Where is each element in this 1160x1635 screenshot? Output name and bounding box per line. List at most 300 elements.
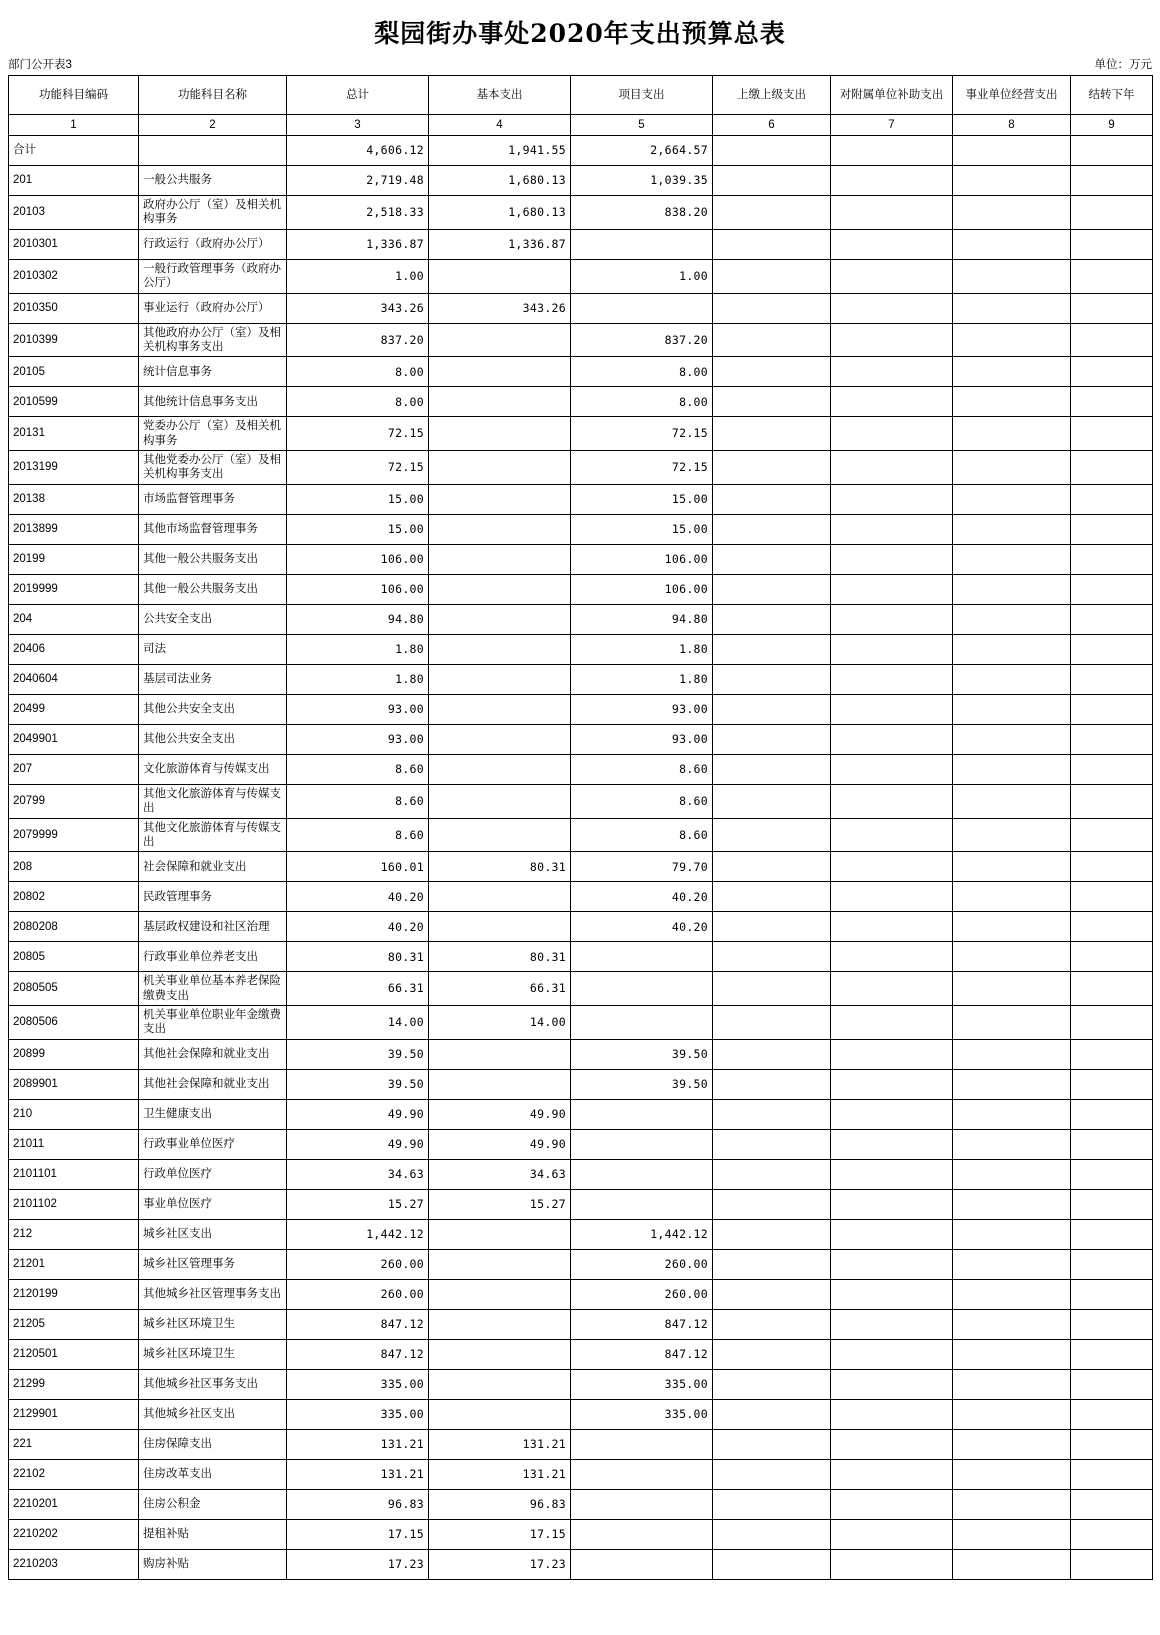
cell-upper-level-expenditure — [713, 1159, 831, 1189]
cell-function-code: 20199 — [9, 544, 139, 574]
table-row — [9, 1339, 1153, 1369]
cell-operating-expenditure — [953, 166, 1071, 196]
cell-operating-expenditure — [953, 1219, 1071, 1249]
cell-subsidiary-subsidy — [831, 1279, 953, 1309]
cell-upper-level-expenditure — [713, 451, 831, 485]
cell-function-name: 基层司法业务 — [139, 664, 287, 694]
table-row — [9, 1099, 1153, 1129]
cell-subsidiary-subsidy — [831, 882, 953, 912]
cell-upper-level-expenditure — [713, 724, 831, 754]
cell-project-expenditure: 1.00 — [571, 259, 713, 293]
cell-carryover — [1071, 1339, 1153, 1369]
cell-total: 40.20 — [287, 912, 429, 942]
cell-upper-level-expenditure — [713, 912, 831, 942]
cell-subsidiary-subsidy — [831, 1006, 953, 1040]
table-row — [9, 634, 1153, 664]
unit-label: 单位：万元 — [1094, 59, 1152, 71]
cell-basic-expenditure — [429, 724, 571, 754]
cell-subsidiary-subsidy — [831, 1069, 953, 1099]
cell-function-name: 其他城乡社区管理事务支出 — [139, 1279, 287, 1309]
table-row — [9, 1189, 1153, 1219]
cell-function-code: 20406 — [9, 634, 139, 664]
cell-carryover — [1071, 574, 1153, 604]
cell-basic-expenditure — [429, 1399, 571, 1429]
cell-carryover — [1071, 293, 1153, 323]
cell-function-name: 城乡社区支出 — [139, 1219, 287, 1249]
cell-project-expenditure: 1.80 — [571, 664, 713, 694]
table-row — [9, 1159, 1153, 1189]
table-row — [9, 323, 1153, 357]
table-row — [9, 818, 1153, 852]
table-row — [9, 882, 1153, 912]
cell-upper-level-expenditure — [713, 1309, 831, 1339]
cell-total: 343.26 — [287, 293, 429, 323]
cell-subsidiary-subsidy — [831, 1369, 953, 1399]
cell-carryover — [1071, 451, 1153, 485]
cell-operating-expenditure — [953, 196, 1071, 230]
cell-total: 1.80 — [287, 664, 429, 694]
cell-operating-expenditure — [953, 1549, 1071, 1579]
cell-upper-level-expenditure — [713, 694, 831, 724]
cell-carryover — [1071, 1399, 1153, 1429]
cell-operating-expenditure — [953, 694, 1071, 724]
cell-function-code: 2129901 — [9, 1399, 139, 1429]
cell-function-code: 20799 — [9, 784, 139, 818]
cell-function-code: 20499 — [9, 694, 139, 724]
cell-project-expenditure — [571, 1006, 713, 1040]
cell-function-code: 2010599 — [9, 387, 139, 417]
cell-function-code: 2089901 — [9, 1069, 139, 1099]
table-row — [9, 417, 1153, 451]
cell-upper-level-expenditure — [713, 1219, 831, 1249]
cell-project-expenditure: 847.12 — [571, 1309, 713, 1339]
cell-subsidiary-subsidy — [831, 259, 953, 293]
cell-function-name: 其他文化旅游体育与传媒支出 — [139, 818, 287, 852]
cell-total: 39.50 — [287, 1039, 429, 1069]
cell-carryover — [1071, 664, 1153, 694]
cell-project-expenditure: 8.00 — [571, 357, 713, 387]
table-row — [9, 1006, 1153, 1040]
column-number-row — [9, 115, 1153, 136]
cell-function-code: 2101102 — [9, 1189, 139, 1219]
cell-carryover — [1071, 166, 1153, 196]
cell-project-expenditure: 15.00 — [571, 484, 713, 514]
column-number: 3 — [287, 115, 429, 136]
cell-basic-expenditure: 14.00 — [429, 1006, 571, 1040]
cell-project-expenditure: 72.15 — [571, 451, 713, 485]
cell-upper-level-expenditure — [713, 293, 831, 323]
cell-basic-expenditure — [429, 544, 571, 574]
cell-total: 15.00 — [287, 484, 429, 514]
cell-project-expenditure: 39.50 — [571, 1069, 713, 1099]
cell-subsidiary-subsidy — [831, 1399, 953, 1429]
cell-operating-expenditure — [953, 1039, 1071, 1069]
cell-total: 1,336.87 — [287, 229, 429, 259]
cell-basic-expenditure — [429, 784, 571, 818]
column-number: 2 — [139, 115, 287, 136]
cell-operating-expenditure — [953, 1249, 1071, 1279]
cell-upper-level-expenditure — [713, 942, 831, 972]
table-row — [9, 574, 1153, 604]
cell-upper-level-expenditure — [713, 1129, 831, 1159]
column-header-upper-level-expenditure: 上缴上级支出 — [713, 76, 831, 115]
cell-operating-expenditure — [953, 1339, 1071, 1369]
cell-project-expenditure: 837.20 — [571, 323, 713, 357]
expenditure-budget-table — [8, 75, 1153, 1580]
cell-upper-level-expenditure — [713, 574, 831, 604]
cell-function-code: 2010301 — [9, 229, 139, 259]
cell-upper-level-expenditure — [713, 1519, 831, 1549]
cell-carryover — [1071, 484, 1153, 514]
cell-carryover — [1071, 912, 1153, 942]
cell-function-code: 20899 — [9, 1039, 139, 1069]
table-row — [9, 1399, 1153, 1429]
cell-function-name: 基层政权建设和社区治理 — [139, 912, 287, 942]
cell-basic-expenditure — [429, 357, 571, 387]
cell-subsidiary-subsidy — [831, 166, 953, 196]
cell-carryover — [1071, 323, 1153, 357]
cell-subsidiary-subsidy — [831, 514, 953, 544]
cell-function-name: 公共安全支出 — [139, 604, 287, 634]
cell-function-name: 其他城乡社区支出 — [139, 1399, 287, 1429]
cell-total: 15.00 — [287, 514, 429, 544]
cell-operating-expenditure — [953, 574, 1071, 604]
cell-upper-level-expenditure — [713, 1099, 831, 1129]
cell-total: 8.60 — [287, 754, 429, 784]
cell-project-expenditure: 1,039.35 — [571, 166, 713, 196]
cell-total: 94.80 — [287, 604, 429, 634]
cell-carryover — [1071, 1429, 1153, 1459]
cell-subsidiary-subsidy — [831, 1429, 953, 1459]
cell-project-expenditure — [571, 293, 713, 323]
cell-carryover — [1071, 1219, 1153, 1249]
table-row — [9, 1309, 1153, 1339]
cell-function-code: 合计 — [9, 136, 139, 166]
cell-function-code: 210 — [9, 1099, 139, 1129]
cell-project-expenditure: 8.60 — [571, 784, 713, 818]
cell-function-name: 其他公共安全支出 — [139, 724, 287, 754]
cell-operating-expenditure — [953, 451, 1071, 485]
cell-basic-expenditure — [429, 514, 571, 544]
cell-carryover — [1071, 972, 1153, 1006]
cell-function-name: 事业运行（政府办公厅） — [139, 293, 287, 323]
cell-subsidiary-subsidy — [831, 754, 953, 784]
cell-function-name: 一般行政管理事务（政府办公厅） — [139, 259, 287, 293]
cell-function-name: 住房保障支出 — [139, 1429, 287, 1459]
cell-upper-level-expenditure — [713, 323, 831, 357]
cell-subsidiary-subsidy — [831, 293, 953, 323]
cell-function-code: 20103 — [9, 196, 139, 230]
cell-carryover — [1071, 1549, 1153, 1579]
cell-function-code: 2120199 — [9, 1279, 139, 1309]
cell-project-expenditure — [571, 1159, 713, 1189]
cell-total: 1,442.12 — [287, 1219, 429, 1249]
cell-upper-level-expenditure — [713, 1189, 831, 1219]
cell-project-expenditure: 72.15 — [571, 417, 713, 451]
cell-project-expenditure: 8.60 — [571, 754, 713, 784]
cell-function-name: 其他公共安全支出 — [139, 694, 287, 724]
cell-upper-level-expenditure — [713, 664, 831, 694]
cell-total: 335.00 — [287, 1399, 429, 1429]
cell-function-name: 其他党委办公厅（室）及相关机构事务支出 — [139, 451, 287, 485]
cell-operating-expenditure — [953, 882, 1071, 912]
cell-basic-expenditure — [429, 818, 571, 852]
cell-function-code: 208 — [9, 852, 139, 882]
cell-project-expenditure: 40.20 — [571, 912, 713, 942]
table-row — [9, 136, 1153, 166]
cell-function-code: 221 — [9, 1429, 139, 1459]
cell-upper-level-expenditure — [713, 1429, 831, 1459]
cell-operating-expenditure — [953, 323, 1071, 357]
cell-function-code: 2013199 — [9, 451, 139, 485]
cell-basic-expenditure: 131.21 — [429, 1459, 571, 1489]
cell-project-expenditure: 106.00 — [571, 544, 713, 574]
cell-function-code: 2120501 — [9, 1339, 139, 1369]
cell-carryover — [1071, 634, 1153, 664]
cell-operating-expenditure — [953, 818, 1071, 852]
document-meta — [8, 56, 1152, 75]
cell-function-name: 其他一般公共服务支出 — [139, 574, 287, 604]
cell-operating-expenditure — [953, 136, 1071, 166]
cell-total: 8.60 — [287, 818, 429, 852]
cell-basic-expenditure: 96.83 — [429, 1489, 571, 1519]
cell-total: 34.63 — [287, 1159, 429, 1189]
cell-operating-expenditure — [953, 484, 1071, 514]
cell-total: 847.12 — [287, 1339, 429, 1369]
cell-function-name: 行政事业单位养老支出 — [139, 942, 287, 972]
cell-function-code: 2019999 — [9, 574, 139, 604]
cell-total: 106.00 — [287, 544, 429, 574]
cell-subsidiary-subsidy — [831, 1159, 953, 1189]
cell-upper-level-expenditure — [713, 1249, 831, 1279]
table-row — [9, 1249, 1153, 1279]
cell-function-code: 207 — [9, 754, 139, 784]
cell-subsidiary-subsidy — [831, 1549, 953, 1579]
cell-function-code: 21205 — [9, 1309, 139, 1339]
column-header-name: 功能科目名称 — [139, 76, 287, 115]
table-row — [9, 196, 1153, 230]
cell-basic-expenditure — [429, 259, 571, 293]
cell-upper-level-expenditure — [713, 136, 831, 166]
cell-total: 2,719.48 — [287, 166, 429, 196]
cell-operating-expenditure — [953, 1399, 1071, 1429]
cell-project-expenditure: 93.00 — [571, 694, 713, 724]
cell-carryover — [1071, 1189, 1153, 1219]
table-row — [9, 514, 1153, 544]
cell-project-expenditure: 838.20 — [571, 196, 713, 230]
cell-total: 15.27 — [287, 1189, 429, 1219]
cell-project-expenditure: 15.00 — [571, 514, 713, 544]
cell-carryover — [1071, 1099, 1153, 1129]
cell-function-code: 2210203 — [9, 1549, 139, 1579]
cell-total: 1.00 — [287, 259, 429, 293]
cell-project-expenditure — [571, 1189, 713, 1219]
cell-function-name: 司法 — [139, 634, 287, 664]
cell-project-expenditure: 106.00 — [571, 574, 713, 604]
cell-function-name: 其他城乡社区事务支出 — [139, 1369, 287, 1399]
cell-upper-level-expenditure — [713, 818, 831, 852]
cell-operating-expenditure — [953, 1429, 1071, 1459]
cell-basic-expenditure — [429, 604, 571, 634]
cell-function-name: 市场监督管理事务 — [139, 484, 287, 514]
cell-function-code: 212 — [9, 1219, 139, 1249]
cell-upper-level-expenditure — [713, 604, 831, 634]
cell-carryover — [1071, 136, 1153, 166]
cell-function-name: 一般公共服务 — [139, 166, 287, 196]
cell-upper-level-expenditure — [713, 852, 831, 882]
cell-subsidiary-subsidy — [831, 229, 953, 259]
cell-function-code: 2101101 — [9, 1159, 139, 1189]
column-number: 7 — [831, 115, 953, 136]
cell-basic-expenditure — [429, 484, 571, 514]
cell-carryover — [1071, 1039, 1153, 1069]
cell-upper-level-expenditure — [713, 357, 831, 387]
cell-basic-expenditure: 1,680.13 — [429, 196, 571, 230]
cell-carryover — [1071, 196, 1153, 230]
cell-function-name: 民政管理事务 — [139, 882, 287, 912]
cell-function-name — [139, 136, 287, 166]
cell-subsidiary-subsidy — [831, 604, 953, 634]
cell-total: 335.00 — [287, 1369, 429, 1399]
cell-carryover — [1071, 852, 1153, 882]
cell-subsidiary-subsidy — [831, 323, 953, 357]
cell-carryover — [1071, 942, 1153, 972]
cell-basic-expenditure — [429, 574, 571, 604]
cell-function-code: 22102 — [9, 1459, 139, 1489]
table-row — [9, 912, 1153, 942]
cell-basic-expenditure — [429, 1249, 571, 1279]
cell-operating-expenditure — [953, 293, 1071, 323]
cell-operating-expenditure — [953, 1279, 1071, 1309]
cell-basic-expenditure: 131.21 — [429, 1429, 571, 1459]
cell-subsidiary-subsidy — [831, 357, 953, 387]
cell-upper-level-expenditure — [713, 484, 831, 514]
cell-carryover — [1071, 544, 1153, 574]
cell-carryover — [1071, 229, 1153, 259]
cell-carryover — [1071, 1249, 1153, 1279]
cell-function-name: 行政运行（政府办公厅） — [139, 229, 287, 259]
cell-upper-level-expenditure — [713, 1459, 831, 1489]
cell-subsidiary-subsidy — [831, 694, 953, 724]
column-header-project-expenditure: 项目支出 — [571, 76, 713, 115]
cell-operating-expenditure — [953, 664, 1071, 694]
cell-operating-expenditure — [953, 417, 1071, 451]
cell-subsidiary-subsidy — [831, 451, 953, 485]
cell-function-name: 政府办公厅（室）及相关机构事务 — [139, 196, 287, 230]
cell-operating-expenditure — [953, 1369, 1071, 1399]
cell-function-code: 2210202 — [9, 1519, 139, 1549]
cell-carryover — [1071, 1279, 1153, 1309]
cell-upper-level-expenditure — [713, 1369, 831, 1399]
cell-function-code: 20802 — [9, 882, 139, 912]
cell-subsidiary-subsidy — [831, 852, 953, 882]
cell-basic-expenditure: 34.63 — [429, 1159, 571, 1189]
cell-subsidiary-subsidy — [831, 136, 953, 166]
table-label: 部门公开表3 — [8, 59, 72, 71]
cell-function-code: 21011 — [9, 1129, 139, 1159]
cell-function-name: 城乡社区环境卫生 — [139, 1339, 287, 1369]
table-row — [9, 1489, 1153, 1519]
cell-project-expenditure — [571, 1429, 713, 1459]
cell-function-name: 住房改革支出 — [139, 1459, 287, 1489]
cell-basic-expenditure: 17.15 — [429, 1519, 571, 1549]
cell-carryover — [1071, 1129, 1153, 1159]
column-header-total: 总计 — [287, 76, 429, 115]
cell-carryover — [1071, 784, 1153, 818]
cell-subsidiary-subsidy — [831, 724, 953, 754]
cell-function-code: 2049901 — [9, 724, 139, 754]
cell-basic-expenditure — [429, 1279, 571, 1309]
cell-function-name: 其他一般公共服务支出 — [139, 544, 287, 574]
cell-function-name: 购房补贴 — [139, 1549, 287, 1579]
cell-upper-level-expenditure — [713, 754, 831, 784]
cell-basic-expenditure — [429, 1339, 571, 1369]
cell-function-name: 卫生健康支出 — [139, 1099, 287, 1129]
cell-total: 39.50 — [287, 1069, 429, 1099]
cell-operating-expenditure — [953, 852, 1071, 882]
cell-operating-expenditure — [953, 1159, 1071, 1189]
cell-function-code: 2013899 — [9, 514, 139, 544]
cell-operating-expenditure — [953, 1099, 1071, 1129]
cell-function-code: 2010350 — [9, 293, 139, 323]
cell-project-expenditure: 40.20 — [571, 882, 713, 912]
cell-project-expenditure: 1,442.12 — [571, 1219, 713, 1249]
cell-basic-expenditure — [429, 1069, 571, 1099]
cell-upper-level-expenditure — [713, 387, 831, 417]
cell-total: 80.31 — [287, 942, 429, 972]
cell-project-expenditure — [571, 1099, 713, 1129]
cell-basic-expenditure: 66.31 — [429, 972, 571, 1006]
cell-carryover — [1071, 259, 1153, 293]
cell-basic-expenditure: 1,680.13 — [429, 166, 571, 196]
table-row — [9, 387, 1153, 417]
cell-upper-level-expenditure — [713, 882, 831, 912]
cell-project-expenditure: 8.60 — [571, 818, 713, 852]
cell-function-name: 提租补贴 — [139, 1519, 287, 1549]
cell-function-name: 其他文化旅游体育与传媒支出 — [139, 784, 287, 818]
cell-carryover — [1071, 1369, 1153, 1399]
cell-operating-expenditure — [953, 229, 1071, 259]
table-row — [9, 694, 1153, 724]
table-row — [9, 942, 1153, 972]
cell-project-expenditure — [571, 942, 713, 972]
cell-project-expenditure: 8.00 — [571, 387, 713, 417]
cell-basic-expenditure — [429, 1039, 571, 1069]
cell-carryover — [1071, 417, 1153, 451]
cell-project-expenditure — [571, 1549, 713, 1579]
cell-total: 2,518.33 — [287, 196, 429, 230]
cell-project-expenditure — [571, 229, 713, 259]
cell-function-name: 住房公积金 — [139, 1489, 287, 1519]
cell-upper-level-expenditure — [713, 634, 831, 664]
table-row — [9, 166, 1153, 196]
table-row — [9, 852, 1153, 882]
cell-function-code: 20805 — [9, 942, 139, 972]
cell-project-expenditure: 260.00 — [571, 1279, 713, 1309]
cell-function-name: 其他统计信息事务支出 — [139, 387, 287, 417]
cell-upper-level-expenditure — [713, 417, 831, 451]
cell-total: 72.15 — [287, 451, 429, 485]
cell-total: 160.01 — [287, 852, 429, 882]
cell-total: 17.15 — [287, 1519, 429, 1549]
cell-carryover — [1071, 514, 1153, 544]
cell-operating-expenditure — [953, 1459, 1071, 1489]
cell-basic-expenditure: 49.90 — [429, 1099, 571, 1129]
cell-operating-expenditure — [953, 544, 1071, 574]
cell-upper-level-expenditure — [713, 166, 831, 196]
cell-function-code: 2080208 — [9, 912, 139, 942]
cell-function-name: 事业单位医疗 — [139, 1189, 287, 1219]
